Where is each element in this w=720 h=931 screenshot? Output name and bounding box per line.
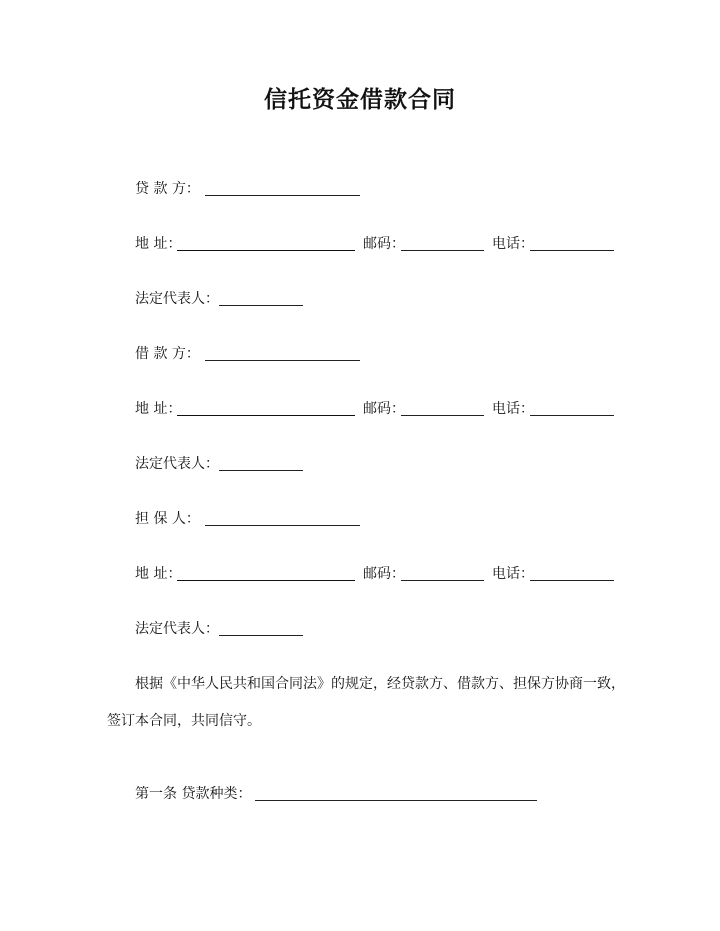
borrower-label: 借 款 方：: [135, 346, 200, 362]
guarantor-rep-label: 法定代表人：: [135, 621, 219, 637]
borrower-phone-label: 电话：: [492, 401, 534, 417]
borrower-postcode-blank[interactable]: [401, 415, 484, 416]
guarantor-phone-blank[interactable]: [530, 580, 614, 581]
guarantor-postcode-blank[interactable]: [401, 580, 484, 581]
borrower-rep-blank[interactable]: [219, 470, 303, 471]
lender-postcode-blank[interactable]: [401, 250, 484, 251]
guarantor-rep-blank[interactable]: [219, 635, 303, 636]
guarantor-phone-label: 电话：: [492, 566, 534, 582]
lender-rep-blank[interactable]: [219, 305, 303, 306]
lender-phone-blank[interactable]: [530, 250, 614, 251]
preamble-line-1: 根据《中华人民共和国合同法》的规定，经贷款方、借款方、担保方协商一致，: [135, 676, 625, 692]
borrower-rep-label: 法定代表人：: [135, 456, 219, 472]
lender-rep-label: 法定代表人：: [135, 291, 219, 307]
lender-address-label: 地 址：: [135, 236, 182, 252]
lender-postcode-label: 邮码：: [363, 236, 405, 252]
borrower-phone-blank[interactable]: [530, 415, 614, 416]
guarantor-label: 担 保 人：: [135, 511, 200, 527]
loan-type-blank[interactable]: [255, 800, 537, 801]
borrower-address-label: 地 址：: [135, 401, 182, 417]
guarantor-name-blank[interactable]: [205, 525, 360, 526]
borrower-name-blank[interactable]: [205, 360, 360, 361]
guarantor-address-label: 地 址：: [135, 566, 182, 582]
borrower-postcode-label: 邮码：: [363, 401, 405, 417]
lender-phone-label: 电话：: [492, 236, 534, 252]
guarantor-address-blank[interactable]: [177, 580, 355, 581]
guarantor-postcode-label: 邮码：: [363, 566, 405, 582]
lender-name-blank[interactable]: [205, 195, 360, 196]
lender-label: 贷 款 方：: [135, 181, 200, 197]
borrower-address-blank[interactable]: [177, 415, 355, 416]
document-title: 信托资金借款合同: [264, 86, 456, 113]
preamble-line-2: 签订本合同，共同信守。: [107, 713, 261, 729]
article-1-label: 第一条 贷款种类：: [135, 786, 252, 802]
lender-address-blank[interactable]: [177, 250, 355, 251]
